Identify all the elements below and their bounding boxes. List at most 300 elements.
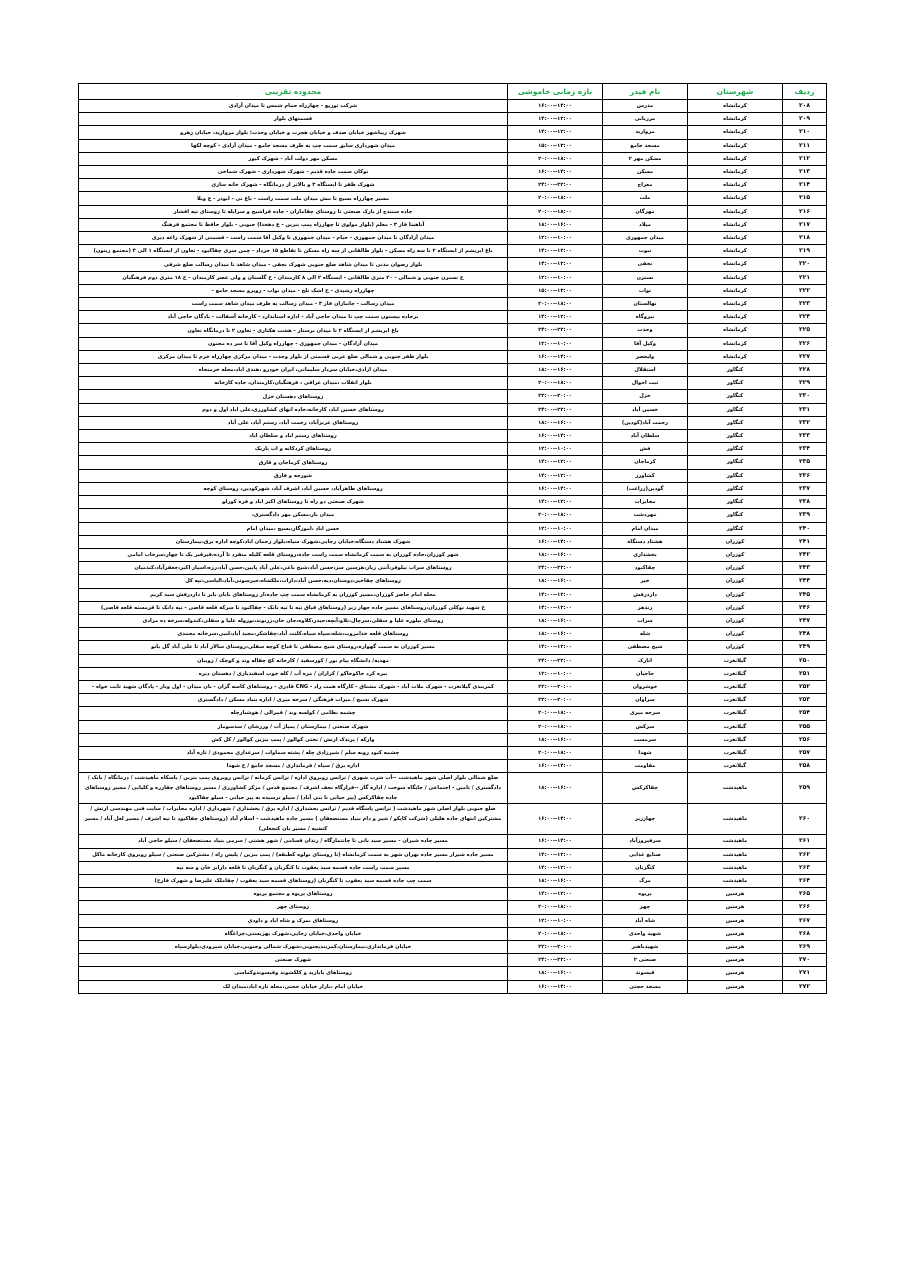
- outage-schedule-sheet: [79, 83, 827, 994]
- feeder-cell: گودین(زراعت): [603, 482, 688, 495]
- feeder-cell: میلاد: [603, 218, 688, 231]
- city-cell: کنگاور: [688, 403, 783, 416]
- area-cell: شهرک بسیج / میرات فرهنگی / سرخه میری / اداره بنیاد مسکن / دادگستری: [79, 694, 508, 707]
- row-number-cell: ۲۳۱: [783, 403, 827, 416]
- table-row: [79, 548, 827, 561]
- row-number-cell: ۲۳۷: [783, 482, 827, 495]
- table-row: [79, 901, 827, 914]
- city-cell: کوزران: [688, 562, 783, 575]
- row-number-cell: ۲۳۲: [783, 416, 827, 429]
- time-range-cell: ۱۶:۰۰--۱۸:۰۰: [508, 218, 603, 231]
- time-range-cell: ۱۴:۰۰--۱۶:۰۰: [508, 760, 603, 773]
- area-cell: قسمتهای بلوار: [79, 113, 508, 126]
- time-range-cell: ۱۲:۰۰--۱۴:۰۰: [508, 601, 603, 614]
- area-cell: میدان رسالت - جانبازان فاز ۳ - میدان رسالت به طرف میدان شاهد سمت راست: [79, 298, 508, 311]
- row-number-cell: ۲۳۴: [783, 443, 827, 456]
- area-cell: بلوار انقلاب ،میدان عراقی ، فرهنگیان،کارمندان، جاده کارخانه: [79, 377, 508, 390]
- feeder-cell: صنایع غذایی: [603, 848, 688, 861]
- area-cell: مهدیه/ دانشگاه پیام نور / کورسفید / کارخانه کچ چقاله وند و کوچک / رویبان: [79, 654, 508, 667]
- city-cell: گیلانغرب: [688, 720, 783, 733]
- row-number-cell: ۲۶۵: [783, 888, 827, 901]
- feeder-cell: هشتاد دستگاه: [603, 535, 688, 548]
- row-number-cell: ۲۵۳: [783, 694, 827, 707]
- area-cell: شهر کوزران،جاده کوزران به سمت کرمانشاه سمت راست جاده،روستای قلعه کلیله منفرد تا آرده،قیرقیر یک تا چهار،سرخاب امامی: [79, 548, 508, 561]
- feeder-cell: میدان امام: [603, 522, 688, 535]
- area-cell: روستاهای پریوه و مجتمع پریوه: [79, 888, 508, 901]
- area-cell: روستاهای طاهرآباد، حسین آباد، اشرف آباد، شهرکودین، روستای کوچه: [79, 482, 508, 495]
- row-number-cell: ۲۲۵: [783, 324, 827, 337]
- feeder-cell: سلطان آباد: [603, 430, 688, 443]
- table-row: [79, 430, 827, 443]
- feeder-cell: خیر: [603, 575, 688, 588]
- table-row: [79, 271, 827, 284]
- time-range-cell: ۱۶:۰۰--۱۸:۰۰: [508, 773, 603, 804]
- table-row: [79, 364, 827, 377]
- city-cell: ماهیدشت: [688, 848, 783, 861]
- table-row: [79, 311, 827, 324]
- table-row: [79, 601, 827, 614]
- row-number-cell: ۲۱۸: [783, 232, 827, 245]
- table-row: [79, 967, 827, 980]
- table-row: [79, 456, 827, 469]
- area-cell: روستاهای کردکانه و اب باریک: [79, 443, 508, 456]
- area-cell: روستاهای کرماجان و قارق: [79, 456, 508, 469]
- time-range-cell: ۱۲:۰۰--۱۴:۰۰: [508, 245, 603, 258]
- table-row: [79, 126, 827, 139]
- area-cell: مسیر جاده شیران - مسیر سید ناتی تا جانتمارگاه / زندان قسامی / شهر هشتی / سرمی بنیاد مستضعفان / سیلو حاجی آباد: [79, 835, 508, 848]
- city-cell: هرسین: [688, 980, 783, 993]
- city-cell: کوزران: [688, 535, 783, 548]
- city-cell: هرسین: [688, 967, 783, 980]
- time-range-cell: ۱۲:۰۰--۱۴:۰۰: [508, 496, 603, 509]
- time-range-cell: ۱۸:۰۰--۲۰:۰۰: [508, 298, 603, 311]
- area-cell: مسیر جاده شیراز مسیر جاده نهران شهر به سمت کرمانشاه (تا روستای تولوه کطبقه) / پمپ بنزین / پلیس راه / مشترکین صنعتی / سیلو روبروی کارخانه ماکل: [79, 848, 508, 861]
- feeder-cell: مقاومت: [603, 760, 688, 773]
- table-row: [79, 940, 827, 953]
- row-number-cell: ۲۲۰: [783, 258, 827, 271]
- city-cell: کوزران: [688, 641, 783, 654]
- city-cell: کوزران: [688, 548, 783, 561]
- area-cell: جاده سنندج از پارک صنعتی تا روستای چقاماران - جاده قراشیخ و سرابله تا روستای تپه افشار: [79, 205, 508, 218]
- row-number-cell: ۲۲۲: [783, 284, 827, 297]
- city-cell: هرسین: [688, 954, 783, 967]
- table-row: [79, 152, 827, 165]
- table-row: [79, 680, 827, 693]
- city-cell: کرمانشاه: [688, 152, 783, 165]
- city-cell: هرسین: [688, 888, 783, 901]
- area-cell: مسکن مهر دولت آباد - شهرک کیوز: [79, 152, 508, 165]
- table-row: [79, 443, 827, 456]
- table-row: [79, 835, 827, 848]
- table-row: [79, 113, 827, 126]
- area-cell: مسیر کوزران به سمت گهواره،روستای شیخ مصطفی تا قباخ کوچه سفلی،روستای سالار آباد تا علی آباد گل بانو: [79, 641, 508, 654]
- time-range-cell: ۱۳:۰۰--۱۵:۰۰: [508, 139, 603, 152]
- city-cell: کرمانشاه: [688, 139, 783, 152]
- area-cell: شورجه و قارق: [79, 469, 508, 482]
- city-cell: هرسین: [688, 927, 783, 940]
- row-number-cell: ۲۶۹: [783, 940, 827, 953]
- feeder-cell: نسترن: [603, 271, 688, 284]
- area-cell: روستای چهر: [79, 901, 508, 914]
- time-range-cell: ۱۸:۰۰--۲۰:۰۰: [508, 205, 603, 218]
- feeder-cell: فش: [603, 443, 688, 456]
- row-number-cell: ۲۴۵: [783, 588, 827, 601]
- city-cell: ماهیدشت: [688, 874, 783, 887]
- table-row: [79, 390, 827, 403]
- feeder-cell: خسین آباد: [603, 403, 688, 416]
- feeder-cell: سرمست: [603, 733, 688, 746]
- row-number-cell: ۲۵۸: [783, 760, 827, 773]
- area-cell: روستاهای سراب نیلوفر،آنتی زیار،هرسین سر،حسن آباد،شیخ باغی،علی آباد پایین،حسن آباد،رزه،اسپار اکبر،جعفرآباد،کندمیان: [79, 562, 508, 575]
- row-number-cell: ۲۶۷: [783, 914, 827, 927]
- table-row: [79, 804, 827, 835]
- time-range-cell: ۱۶:۰۰--۱۸:۰۰: [508, 548, 603, 561]
- city-cell: کرمانشاه: [688, 100, 783, 113]
- time-range-cell: ۲۰:۰۰--۲۲:۰۰: [508, 680, 603, 693]
- row-number-cell: ۲۳۹: [783, 509, 827, 522]
- row-number-cell: ۲۲۳: [783, 298, 827, 311]
- time-range-cell: ۱۶:۰۰--۱۸:۰۰: [508, 628, 603, 641]
- feeder-cell: وحدت: [603, 324, 688, 337]
- time-range-cell: ۱۲:۰۰--۱۴:۰۰: [508, 861, 603, 874]
- city-cell: کرمانشاه: [688, 192, 783, 205]
- time-range-cell: ۱۴:۰۰--۱۶:۰۰: [508, 804, 603, 835]
- feeder-cell: خزل: [603, 390, 688, 403]
- feeder-cell: نواب: [603, 284, 688, 297]
- area-cell: مسیر سمت راست جاده قسمه سید یعقوب تا کنگربان و کنگربان تا قلعه دارابر خان و سه تپه: [79, 861, 508, 874]
- table-row: [79, 482, 827, 495]
- city-cell: گیلانغرب: [688, 654, 783, 667]
- table-row: [79, 720, 827, 733]
- feeder-cell: مدرس: [603, 100, 688, 113]
- feeder-cell: خوشروان: [603, 680, 688, 693]
- feeder-cell: قیسوند: [603, 967, 688, 980]
- table-row: [79, 298, 827, 311]
- table-row: [79, 927, 827, 940]
- area-cell: روستاهای بابازید و کلکشوند وقیسوندوکماسی: [79, 967, 508, 980]
- row-number-cell: ۲۳۶: [783, 469, 827, 482]
- time-range-cell: ۱۸:۰۰--۲۰:۰۰: [508, 509, 603, 522]
- area-cell: شرکت توزیع - چهارراه حمام شمس تا میدان آزادی: [79, 100, 508, 113]
- row-number-cell: ۲۶۰: [783, 804, 827, 835]
- feeder-cell: مرزبانی: [603, 113, 688, 126]
- table-row: [79, 848, 827, 861]
- area-cell: میدان بار،مسکن مهر دادگستری،: [79, 509, 508, 522]
- feeder-cell: نیروگاه: [603, 311, 688, 324]
- time-range-cell: ۱۰:۰۰--۱۲:۰۰: [508, 232, 603, 245]
- row-number-cell: ۲۱۹: [783, 245, 827, 258]
- time-range-cell: ۲۰:۰۰--۲۲:۰۰: [508, 694, 603, 707]
- area-cell: شهرک صنعتی / بیمارستان / پمپاژ آب / ورزشان / سدسوماز: [79, 720, 508, 733]
- feeder-cell: مسجد جامع: [603, 139, 688, 152]
- time-range-cell: ۱۲:۰۰--۱۴:۰۰: [508, 888, 603, 901]
- feeder-cell: چهر: [603, 901, 688, 914]
- feeder-cell: شله: [603, 628, 688, 641]
- time-range-cell: ۱۴:۰۰--۱۶:۰۰: [508, 166, 603, 179]
- city-cell: هرسین: [688, 901, 783, 914]
- row-number-cell: ۲۷۲: [783, 980, 827, 993]
- city-cell: کرمانشاه: [688, 298, 783, 311]
- table-row: [79, 733, 827, 746]
- row-number-cell: ۲۳۵: [783, 456, 827, 469]
- row-number-cell: ۲۷۱: [783, 967, 827, 980]
- row-number-cell: ۲۶۳: [783, 861, 827, 874]
- area-cell: خ نسترن جنوبی و شمالی - ۲۰ متری طالقانی - ایستگاه ۲ الی ۸ کارمندان - خ گلستان و ولی عصر کارمندان - خ ۱۸ متری دوم فرهنگیان: [79, 271, 508, 284]
- row-number-cell: ۲۱۵: [783, 192, 827, 205]
- row-number-cell: ۲۱۲: [783, 152, 827, 165]
- city-cell: کرمانشاه: [688, 205, 783, 218]
- feeder-cell: بخشداری: [603, 548, 688, 561]
- time-range-cell: ۱۴:۰۰--۱۶:۰۰: [508, 350, 603, 363]
- table-row: [79, 218, 827, 231]
- city-cell: کرمانشاه: [688, 258, 783, 271]
- area-cell: روستاهای چقاخیر،دوستان،دیه،حسن آباد،داراب،ملکشاه،خیرسوتی،آباد،الیاسی،تپه کل: [79, 575, 508, 588]
- city-cell: کنگاور: [688, 469, 783, 482]
- feeder-cell: میدان جمهوری: [603, 232, 688, 245]
- table-row: [79, 773, 827, 804]
- time-range-cell: ۱۲:۰۰--۱۴:۰۰: [508, 113, 603, 126]
- area-cell: ضلع شمالی بلوار اصلی شهر ماهیدشت --آب شرب شهری / ترانس روبروی اداره / ترانس کرمانه / ترانس روبروی پمپ بنزین / باسکاه ماهیدشت / درمانگاه / بانک / دادگستری / تامین - اجتماعی / جایگاه سوخت / اداره گاز --قرارگاه نجف اشرف / مجتمع قدس / مرکز کشاورزی / مسیر روستاهای چقارزه و کلیایی / مسیر روستاهای جاده چقاکرکس (پیر حیاتی تا بنی آباد) / سیلو ترسیده به پیر حیاتی - سیلو چقاکبود: [79, 773, 508, 804]
- time-range-cell: ۱۰:۰۰--۱۲:۰۰: [508, 443, 603, 456]
- feeder-cell: زندهر: [603, 601, 688, 614]
- feeder-cell: شاه آباد: [603, 914, 688, 927]
- city-cell: ماهیدشت: [688, 835, 783, 848]
- time-range-cell: ۱۲:۰۰--۱۴:۰۰: [508, 469, 603, 482]
- time-range-cell: ۲۲:۰۰--۲۴:۰۰: [508, 954, 603, 967]
- area-cell: میدان شهرداری سابق سمت چپ به طرف مسجد جامع - میدان آزادی - کوچه لکها: [79, 139, 508, 152]
- city-cell: گیلانغرب: [688, 667, 783, 680]
- area-cell: چشمه کبود رونه سلم / شیرزادی چله / پشته سماوات / سرغداری محمودی / تازه آباد: [79, 746, 508, 759]
- feeder-cell: اتارک: [603, 654, 688, 667]
- table-row: [79, 628, 827, 641]
- feeder-cell: صنعتی ۲: [603, 954, 688, 967]
- feeder-cell: چقاکبود: [603, 562, 688, 575]
- table-row: [79, 324, 827, 337]
- row-number-cell: ۲۶۱: [783, 835, 827, 848]
- time-range-cell: ۱۲:۰۰--۱۴:۰۰: [508, 588, 603, 601]
- area-cell: مسیر چهارراه بسیج تا نبش میدان ملت سمت راست - باغ نی - ابوذر - ع ویلا: [79, 192, 508, 205]
- city-cell: کرمانشاه: [688, 218, 783, 231]
- table-row: [79, 509, 827, 522]
- table-row: [79, 746, 827, 759]
- table-row: [79, 469, 827, 482]
- feeder-cell: کنگربان: [603, 861, 688, 874]
- city-cell: کنگاور: [688, 430, 783, 443]
- feeder-cell: نجفی: [603, 258, 688, 271]
- row-number-cell: ۲۵۰: [783, 654, 827, 667]
- row-number-cell: ۲۴۲: [783, 548, 827, 561]
- time-range-cell: ۱۶:۰۰--۱۸:۰۰: [508, 416, 603, 429]
- row-number-cell: ۲۱۰: [783, 126, 827, 139]
- time-range-cell: ۱۴:۰۰--۱۶:۰۰: [508, 535, 603, 548]
- area-cell: خیابان فرمانداری،بیمارستان،کمربندیجنوبی،شهرک شمالی وجنوبی،خیابان شیرودی،بلوارسپاه: [79, 940, 508, 953]
- table-row: [79, 694, 827, 707]
- feeder-cell: معراج: [603, 179, 688, 192]
- area-cell: محله امام حاضر کوزران،مسیر کوزران به کرمانشاه سمت چپ جاده،از روستاهای بابان بابر تا داردرفش سید کریم: [79, 588, 508, 601]
- time-range-cell: ۱۶:۰۰--۱۸:۰۰: [508, 967, 603, 980]
- row-number-cell: ۲۴۰: [783, 522, 827, 535]
- time-range-cell: ۲۲:۰۰--۲۴:۰۰: [508, 562, 603, 575]
- area-cell: بلوار رضوان مدنی تا میدان شاهد ضلع جنوبی شهرک نجفی - میدان شاهد تا میدان رسالت ضلع شرقی: [79, 258, 508, 271]
- city-cell: کنگاور: [688, 390, 783, 403]
- time-range-cell: ۲۲:۰۰--۲۴:۰۰: [508, 324, 603, 337]
- area-cell: روستای نیلوره علیا و سفلی،سرچال،تلاو،آبچه،حیدر،کلاوه،جان خان،زرنوند،نوروله علیا و سفلی،کندوله،سرخه ده مرادی: [79, 614, 508, 627]
- area-cell: حسن اباد ،اموزگار،بسیج ،میدان امام: [79, 522, 508, 535]
- row-number-cell: ۲۴۷: [783, 614, 827, 627]
- time-range-cell: ۱۰:۰۰--۱۲:۰۰: [508, 522, 603, 535]
- city-cell: کنگاور: [688, 364, 783, 377]
- table-row: [79, 416, 827, 429]
- feeder-cell: ولیعصر: [603, 350, 688, 363]
- feeder-cell: شیخ مصطفی: [603, 641, 688, 654]
- time-range-cell: ۲۲:۰۰--۲۴:۰۰: [508, 654, 603, 667]
- feeder-cell: سراب: [603, 614, 688, 627]
- time-range-cell: ۱۸:۰۰--۲۰:۰۰: [508, 707, 603, 720]
- row-number-cell: ۲۲۴: [783, 311, 827, 324]
- area-cell: خیابان واحدی،خیابان رجایی،شهرک بهزیستی،چراغگاه: [79, 927, 508, 940]
- table-row: [79, 667, 827, 680]
- area-cell: روستاهای دهستان خزل: [79, 390, 508, 403]
- feeder-cell: نبوت: [603, 245, 688, 258]
- row-number-cell: ۲۲۶: [783, 337, 827, 350]
- area-cell: کمربندی گیلانغرب - شهرک ملات آباد - شهرک مشتاق - کارگاه همت راد - CNG قادری - روستاهای کاسه گران - بان میدان - اول وبار - پادگان شهید ثابت خواه -: [79, 680, 508, 693]
- city-cell: کرمانشاه: [688, 324, 783, 337]
- feeder-cell: کرماجان: [603, 456, 688, 469]
- row-number-cell: ۲۵۱: [783, 667, 827, 680]
- feeder-cell: سرفیروزآباد: [603, 835, 688, 848]
- row-number-cell: ۲۳۰: [783, 390, 827, 403]
- city-cell: کرمانشاه: [688, 232, 783, 245]
- feeder-cell: حاجیان: [603, 667, 688, 680]
- table-row: [79, 874, 827, 887]
- table-row: [79, 888, 827, 901]
- area-cell: روستاهای عزیزآباد، رحمت آباد، رستم آباد، علی آباد: [79, 416, 508, 429]
- row-number-cell: ۲۵۵: [783, 720, 827, 733]
- city-cell: کنگاور: [688, 377, 783, 390]
- time-range-cell: ۱۶:۰۰--۱۸:۰۰: [508, 575, 603, 588]
- area-cell: میدان آزادگان - میدان جمهوری - چهارراه وکیل آقا تا سر ده مجنون: [79, 337, 508, 350]
- row-number-cell: ۲۱۷: [783, 218, 827, 231]
- table-row: [79, 350, 827, 363]
- city-cell: کرمانشاه: [688, 245, 783, 258]
- row-number-cell: ۲۲۹: [783, 377, 827, 390]
- row-number-cell: ۲۲۸: [783, 364, 827, 377]
- city-cell: کنگاور: [688, 416, 783, 429]
- area-cell: چشمه نظامی / کولسه وند / قمرالی / هوشیارچله: [79, 707, 508, 720]
- time-range-cell: ۱۴:۰۰--۱۶:۰۰: [508, 482, 603, 495]
- row-number-cell: ۲۴۳: [783, 562, 827, 575]
- row-number-cell: ۲۵۹: [783, 773, 827, 804]
- time-range-cell: ۱۸:۰۰--۲۰:۰۰: [508, 152, 603, 165]
- city-cell: گیلانغرب: [688, 680, 783, 693]
- feeder-cell: پریوه: [603, 888, 688, 901]
- time-range-cell: ۱۶:۰۰--۱۸:۰۰: [508, 874, 603, 887]
- header-row-no: ردیف: [783, 84, 827, 100]
- city-cell: کرمانشاه: [688, 179, 783, 192]
- table-row: [79, 205, 827, 218]
- row-number-cell: ۲۵۴: [783, 707, 827, 720]
- time-range-cell: ۱۲:۰۰--۱۴:۰۰: [508, 126, 603, 139]
- time-range-cell: ۱۴:۰۰--۱۶:۰۰: [508, 430, 603, 443]
- table-row: [79, 954, 827, 967]
- table-row: [79, 861, 827, 874]
- table-row: [79, 377, 827, 390]
- row-number-cell: ۲۵۲: [783, 680, 827, 693]
- city-cell: کرمانشاه: [688, 350, 783, 363]
- table-row: [79, 100, 827, 113]
- feeder-cell: مسکن مهر ۲: [603, 152, 688, 165]
- feeder-cell: وکیل آقا: [603, 337, 688, 350]
- feeder-cell: چقاکرکس: [603, 773, 688, 804]
- table-row: [79, 284, 827, 297]
- area-cell: نوکان سمت جاده قدیم - شهرک شهرداری - شهرک شماخی: [79, 166, 508, 179]
- city-cell: کوزران: [688, 628, 783, 641]
- feeder-cell: ثبت احوال: [603, 377, 688, 390]
- feeder-cell: مسجد حجتی: [603, 980, 688, 993]
- city-cell: هرسین: [688, 914, 783, 927]
- table-row: [79, 654, 827, 667]
- table-row: [79, 614, 827, 627]
- time-range-cell: ۱۲:۰۰--۱۴:۰۰: [508, 311, 603, 324]
- time-range-cell: ۱۴:۰۰--۱۶:۰۰: [508, 100, 603, 113]
- time-range-cell: ۱۸:۰۰--۲۰:۰۰: [508, 746, 603, 759]
- feeder-cell: داردرفش: [603, 588, 688, 601]
- city-cell: گیلانغرب: [688, 733, 783, 746]
- row-number-cell: ۲۲۷: [783, 350, 827, 363]
- table-row: [79, 914, 827, 927]
- city-cell: کوزران: [688, 614, 783, 627]
- table-row: [79, 337, 827, 350]
- city-cell: کرمانشاه: [688, 284, 783, 297]
- table-row: [79, 575, 827, 588]
- row-number-cell: ۲۰۹: [783, 113, 827, 126]
- table-row: [79, 403, 827, 416]
- row-number-cell: ۲۱۱: [783, 139, 827, 152]
- outage-table: [78, 83, 827, 994]
- city-cell: کنگاور: [688, 509, 783, 522]
- feeder-cell: مهرگان: [603, 205, 688, 218]
- area-cell: چهارراه رشیدی - خ اشک تلخ - میدان نواب - روبرو مسجد جامع -: [79, 284, 508, 297]
- city-cell: کوزران: [688, 588, 783, 601]
- area-cell: میدان آزادگان تا میدان جمهوری - خیام - میدان جمهوری تا وکیل آقا سمت راست - قسمتی از شهرک زاغه دیری: [79, 232, 508, 245]
- table-row: [79, 245, 827, 258]
- area-cell: میدان ازادی،خیابان سردار سلیمانی، ایران خودرو ،هندی اباد،محله خرمنجاه: [79, 364, 508, 377]
- row-number-cell: ۲۶۶: [783, 901, 827, 914]
- area-cell: خیابان امام ،بازار خیابان حجتی،محله تازه اباد،میدان لک: [79, 980, 508, 993]
- time-range-cell: ۲۲:۰۰--۲۴:۰۰: [508, 179, 603, 192]
- city-cell: کرمانشاه: [688, 337, 783, 350]
- row-number-cell: ۲۳۸: [783, 496, 827, 509]
- time-range-cell: ۱۶:۰۰--۱۸:۰۰: [508, 614, 603, 627]
- city-cell: کنگاور: [688, 522, 783, 535]
- table-row: [79, 562, 827, 575]
- feeder-cell: مهردشت: [603, 509, 688, 522]
- city-cell: کرمانشاه: [688, 113, 783, 126]
- area-cell: بیره کرد خاکوخاکو / کرازان / مره آب / کله جوب اسفندیاری / دهستان دیره: [79, 667, 508, 680]
- feeder-cell: چهارزبر: [603, 804, 688, 835]
- time-range-cell: ۱۸:۰۰--۲۰:۰۰: [508, 192, 603, 205]
- time-range-cell: ۱۰:۰۰--۱۲:۰۰: [508, 667, 603, 680]
- row-number-cell: ۲۴۱: [783, 535, 827, 548]
- city-cell: کنگاور: [688, 456, 783, 469]
- feeder-cell: شهیدباهنر: [603, 940, 688, 953]
- time-range-cell: ۱۶:۰۰--۱۸:۰۰: [508, 733, 603, 746]
- time-range-cell: ۲۲:۰۰--۲۴:۰۰: [508, 403, 603, 416]
- table-row: [79, 258, 827, 271]
- header-feeder: نام فیدر: [603, 84, 688, 100]
- table-row: [79, 522, 827, 535]
- table-row: [79, 980, 827, 993]
